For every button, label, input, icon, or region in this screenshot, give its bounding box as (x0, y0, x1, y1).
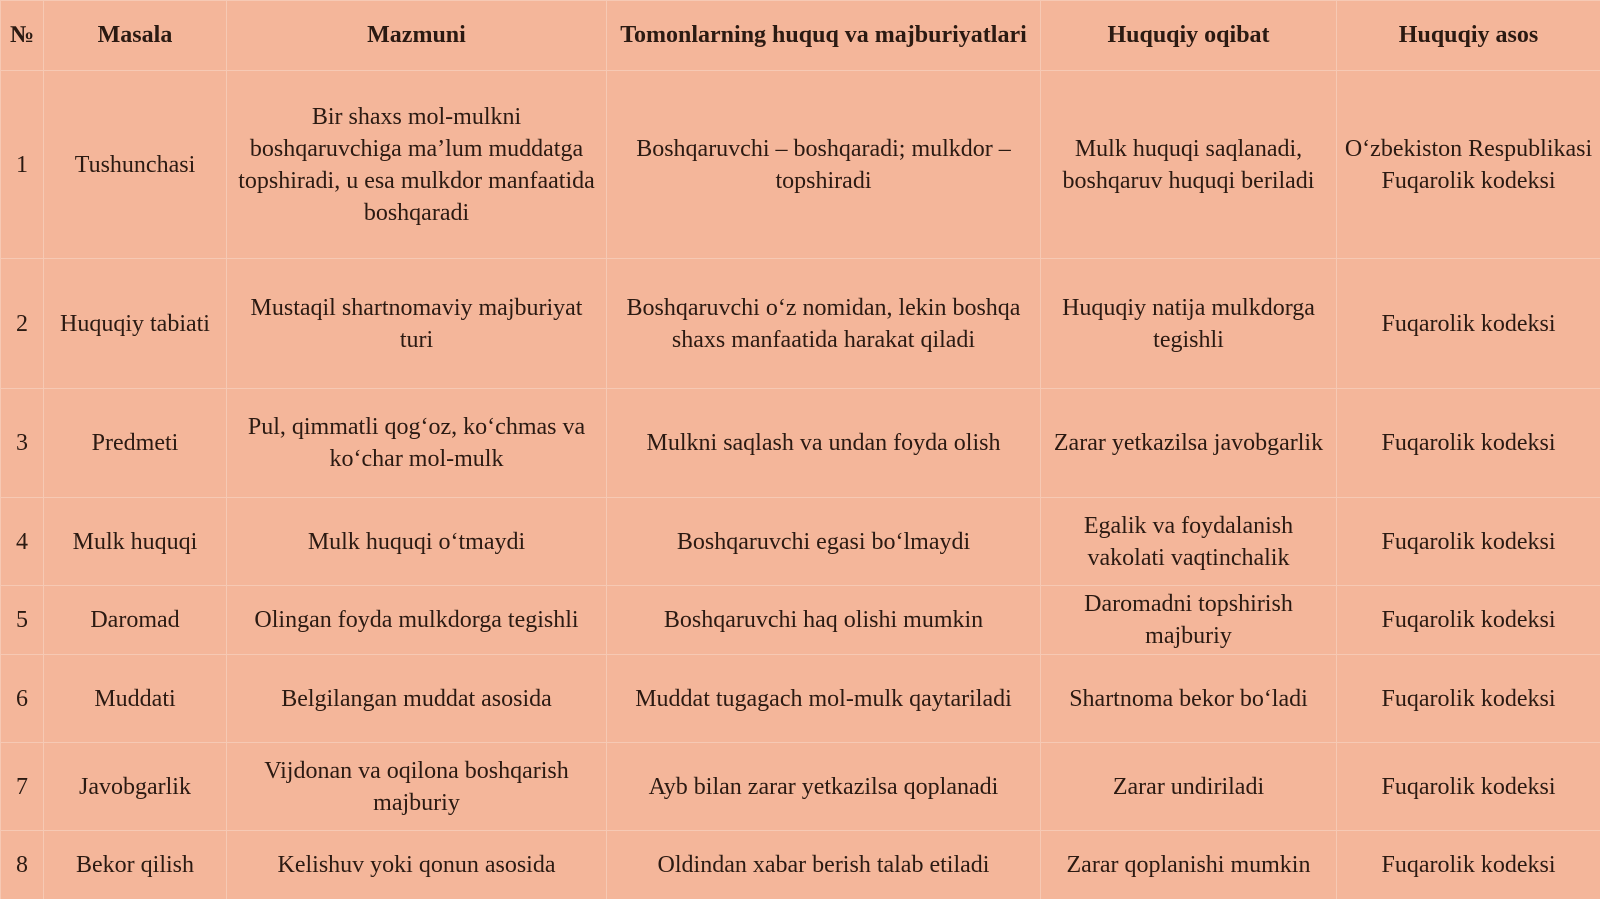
cell-legal-consequence: Mulk huquqi saqlanadi, boshqaruv huquqi beriladi (1041, 71, 1337, 259)
cell-legal-consequence: Zarar undiriladi (1041, 743, 1337, 831)
cell-legal-consequence: Egalik va foydalanish vakolati vaqtinchalik (1041, 498, 1337, 586)
cell-rights-obligations: Boshqaruvchi haq olishi mumkin (607, 586, 1041, 655)
table-row (1, 71, 1600, 259)
table-row (1, 831, 1600, 899)
table-row (1, 586, 1600, 655)
header-legal-consequence: Huquqiy oqibat (1041, 1, 1337, 71)
cell-content: Vijdonan va oqilona boshqarish majburiy (227, 743, 607, 831)
cell-rights-obligations: Ayb bilan zarar yetkazilsa qoplanadi (607, 743, 1041, 831)
cell-number: 4 (1, 498, 44, 586)
cell-number: 1 (1, 71, 44, 259)
cell-legal-consequence: Zarar qoplanishi mumkin (1041, 831, 1337, 899)
cell-number: 7 (1, 743, 44, 831)
table-row (1, 498, 1600, 586)
cell-issue: Tushunchasi (44, 71, 227, 259)
cell-legal-consequence: Huquqiy natija mulkdorga tegishli (1041, 259, 1337, 389)
cell-legal-basis: Fuqarolik kodeksi (1337, 743, 1600, 831)
cell-number: 5 (1, 586, 44, 655)
table-row (1, 743, 1600, 831)
cell-content: Belgilangan muddat asosida (227, 655, 607, 743)
cell-legal-basis: Fuqarolik kodeksi (1337, 655, 1600, 743)
cell-content: Bir shaxs mol-mulkni boshqaruvchiga ma’lum muddatga topshiradi, u esa mulkdor manfaatida boshqaradi (227, 71, 607, 259)
cell-content: Kelishuv yoki qonun asosida (227, 831, 607, 899)
cell-content: Pul, qimmatli qog‘oz, ko‘chmas va ko‘char mol-mulk (227, 389, 607, 498)
cell-legal-basis: Fuqarolik kodeksi (1337, 831, 1600, 899)
cell-rights-obligations: Boshqaruvchi – boshqaradi; mulkdor – topshiradi (607, 71, 1041, 259)
cell-legal-consequence: Shartnoma bekor bo‘ladi (1041, 655, 1337, 743)
cell-issue: Muddati (44, 655, 227, 743)
header-issue: Masala (44, 1, 227, 71)
cell-issue: Daromad (44, 586, 227, 655)
table-row (1, 655, 1600, 743)
cell-legal-basis: Fuqarolik kodeksi (1337, 586, 1600, 655)
cell-content: Mulk huquqi o‘tmaydi (227, 498, 607, 586)
cell-issue: Javobgarlik (44, 743, 227, 831)
header-rights-obligations: Tomonlarning huquq va majburiyatlari (607, 1, 1041, 71)
cell-issue: Predmeti (44, 389, 227, 498)
cell-legal-consequence: Zarar yetkazilsa javobgarlik (1041, 389, 1337, 498)
cell-legal-consequence: Daromadni topshirish majburiy (1041, 586, 1337, 655)
cell-issue: Bekor qilish (44, 831, 227, 899)
table-row (1, 259, 1600, 389)
header-row (1, 1, 1600, 71)
cell-legal-basis: Fuqarolik kodeksi (1337, 259, 1600, 389)
cell-number: 3 (1, 389, 44, 498)
cell-number: 6 (1, 655, 44, 743)
cell-rights-obligations: Muddat tugagach mol-mulk qaytariladi (607, 655, 1041, 743)
cell-rights-obligations: Oldindan xabar berish talab etiladi (607, 831, 1041, 899)
cell-issue: Mulk huquqi (44, 498, 227, 586)
cell-legal-basis: O‘zbekiston Respublikasi Fuqarolik kodeksi (1337, 71, 1600, 259)
cell-legal-basis: Fuqarolik kodeksi (1337, 389, 1600, 498)
cell-content: Olingan foyda mulkdorga tegishli (227, 586, 607, 655)
cell-rights-obligations: Boshqaruvchi egasi bo‘lmaydi (607, 498, 1041, 586)
cell-legal-basis: Fuqarolik kodeksi (1337, 498, 1600, 586)
header-number: № (1, 1, 44, 71)
cell-number: 2 (1, 259, 44, 389)
header-legal-basis: Huquqiy asos (1337, 1, 1600, 71)
cell-rights-obligations: Boshqaruvchi o‘z nomidan, lekin boshqa shaxs manfaatida harakat qiladi (607, 259, 1041, 389)
cell-issue: Huquqiy tabiati (44, 259, 227, 389)
cell-rights-obligations: Mulkni saqlash va undan foyda olish (607, 389, 1041, 498)
table-row (1, 389, 1600, 498)
header-content: Mazmuni (227, 1, 607, 71)
cell-content: Mustaqil shartnomaviy majburiyat turi (227, 259, 607, 389)
cell-number: 8 (1, 831, 44, 899)
